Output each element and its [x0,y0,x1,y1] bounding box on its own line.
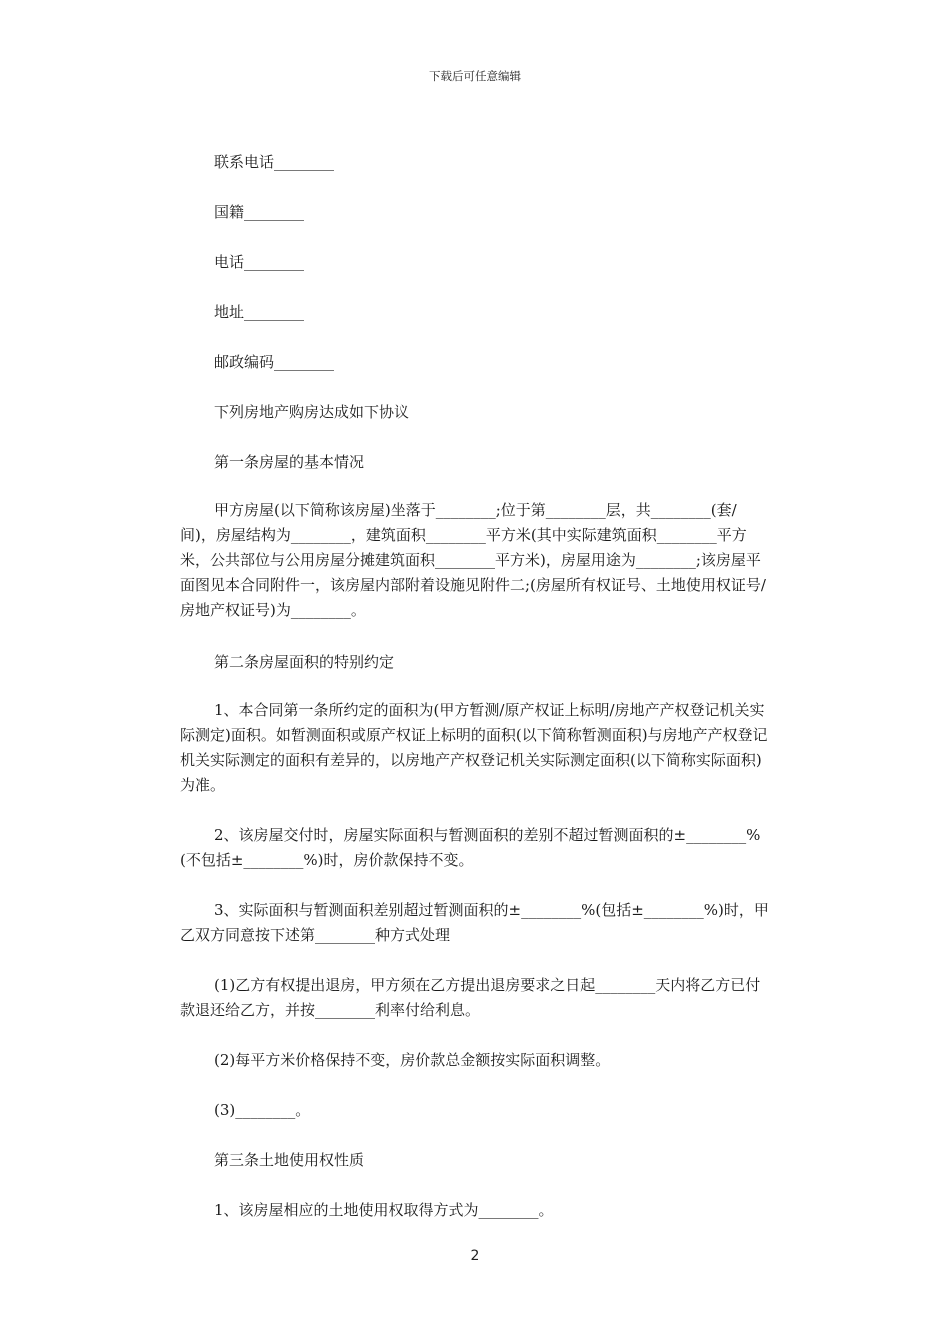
postal-code-line: 邮政编码________ [214,353,335,371]
page-number: 2 [470,1248,480,1264]
nationality-line: 国籍________ [214,203,305,221]
article-2-clause-3: 3、实际面积与暂测面积差别超过暂测面积的±________%(包括±________%)时，甲乙双方同意按下述第________种方式处理 [180,901,769,944]
contact-phone-line: 联系电话________ [214,153,335,171]
option-3: (3)________。 [214,1101,311,1119]
article-2-heading: 第二条房屋面积的特别约定 [214,653,395,671]
article-2-clause-2: 2、该房屋交付时，房屋实际面积与暂测面积的差别不超过暂测面积的±________%(不包括±________%)时，房价款保持不变。 [180,826,761,869]
option-2: (2)每平方米价格保持不变，房价款总金额按实际面积调整。 [214,1051,611,1069]
article-3-heading: 第三条土地使用权性质 [214,1151,365,1169]
option-1: (1)乙方有权提出退房，甲方须在乙方提出退房要求之日起________天内将乙方已付款退还给乙方，并按________利率付给利息。 [180,976,761,1019]
article-1-body: 甲方房屋(以下简称该房屋)坐落于________;位于第________层，共________(套/间)，房屋结构为________，建筑面积________平方米(其中实际建筑面积________平方米，公共部位与公用房屋分摊建筑面积________平方米)，房屋用途为________;该房屋平面图见本合同附件一，该房屋内部附着设施见附件二;(房屋所有权证号、土地使用权证号/房地产权证号)为________。 [180,501,766,619]
article-1-heading: 第一条房屋的基本情况 [214,453,365,471]
agreement-intro: 下列房地产购房达成如下协议 [214,403,410,421]
page-header: 下载后可任意编辑 [429,69,521,83]
phone-line: 电话________ [214,253,305,271]
article-2-clause-1: 1、本合同第一条所约定的面积为(甲方暂测/原产权证上标明/房地产产权登记机关实际测定)面积。如暂测面积或原产权证上标明的面积(以下简称暂测面积)与房地产产权登记机关实际测定的面积有差异的，以房地产产权登记机关实际测定面积(以下简称实际面积)为准。 [180,701,768,794]
article-3-clause-1: 1、该房屋相应的土地使用权取得方式为________。 [214,1201,554,1219]
address-line: 地址________ [214,303,305,321]
